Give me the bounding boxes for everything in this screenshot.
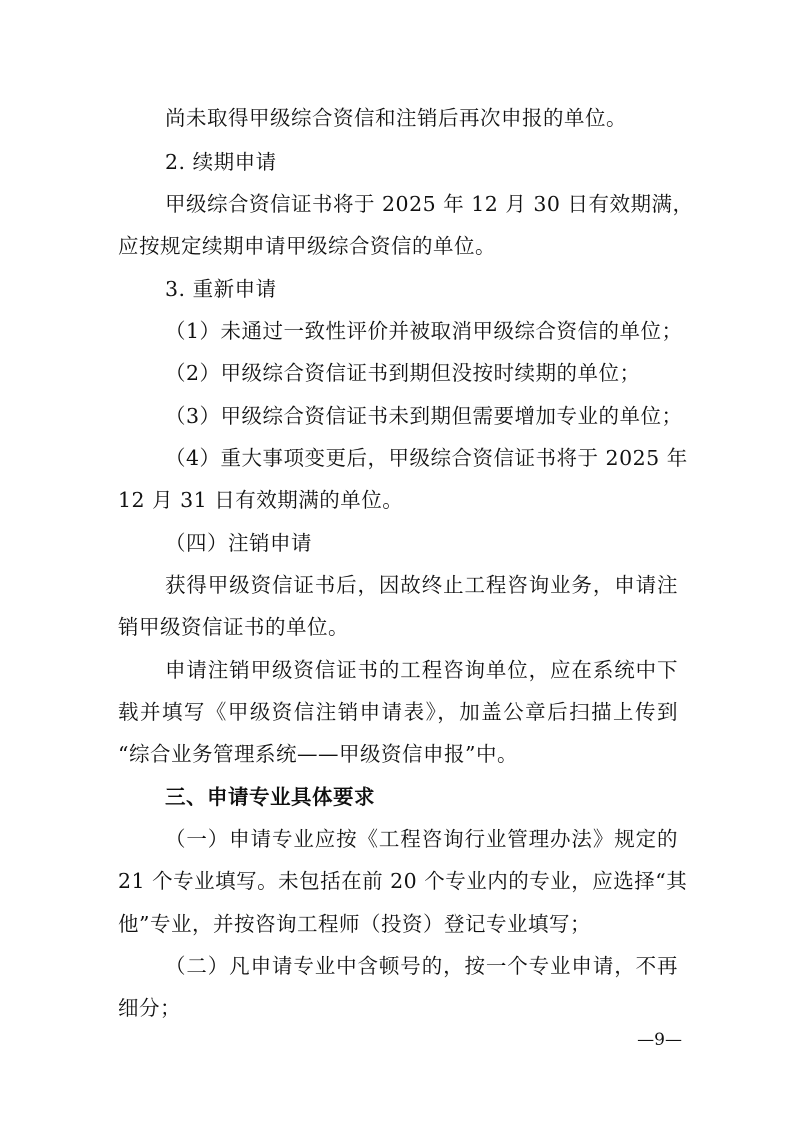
paragraph-line: 应按规定续期申请甲级综合资信的单位。 [118, 234, 496, 258]
paragraph-line: 申请注销甲级资信证书的工程咨询单位，应在系统中下 [165, 658, 678, 682]
section-heading-requirements: 三、申请专业具体要求 [165, 785, 375, 809]
list-item: （2）甲级综合资信证书到期但没按时续期的单位； [165, 361, 641, 385]
paragraph-line: 销甲级资信证书的单位。 [118, 615, 349, 639]
subsection-heading-reapply: 3. 重新申请 [165, 277, 277, 301]
paragraph-line: 甲级综合资信证书将于 2025 年 12 月 30 日有效期满， [165, 192, 694, 216]
paragraph-line: （二）凡申请专业中含顿号的，按一个专业申请，不再 [165, 954, 678, 978]
list-item-continuation: 12 月 31 日有效期满的单位。 [118, 488, 404, 512]
paragraph-line: 载并填写《甲级资信注销申请表》，加盖公章后扫描上传到 [118, 700, 678, 724]
paragraph-line: “综合业务管理系统——甲级资信申报”中。 [118, 742, 518, 766]
subsection-heading-renewal: 2. 续期申请 [165, 150, 277, 174]
paragraph-line: （一）申请专业应按《工程咨询行业管理办法》规定的 [165, 827, 678, 851]
paragraph-line: 他”专业，并按咨询工程师（投资）登记专业填写； [118, 912, 591, 936]
page-number: —9— [637, 1030, 682, 1050]
paragraph-line: 细分； [118, 996, 181, 1020]
paragraph-line: 获得甲级资信证书后，因故终止工程咨询业务，申请注 [165, 573, 678, 597]
list-item: （1）未通过一致性评价并被取消甲级综合资信的单位； [165, 319, 683, 343]
paragraph-line: 21 个专业填写。未包括在前 20 个专业内的专业，应选择“其 [118, 869, 688, 893]
paragraph-line: 尚未取得甲级综合资信和注销后再次申报的单位。 [165, 106, 627, 130]
list-item: （3）甲级综合资信证书未到期但需要增加专业的单位； [165, 404, 683, 428]
list-item: （4）重大事项变更后，甲级综合资信证书将于 2025 年 [165, 446, 688, 470]
section-heading-cancellation: （四）注销申请 [165, 531, 312, 555]
